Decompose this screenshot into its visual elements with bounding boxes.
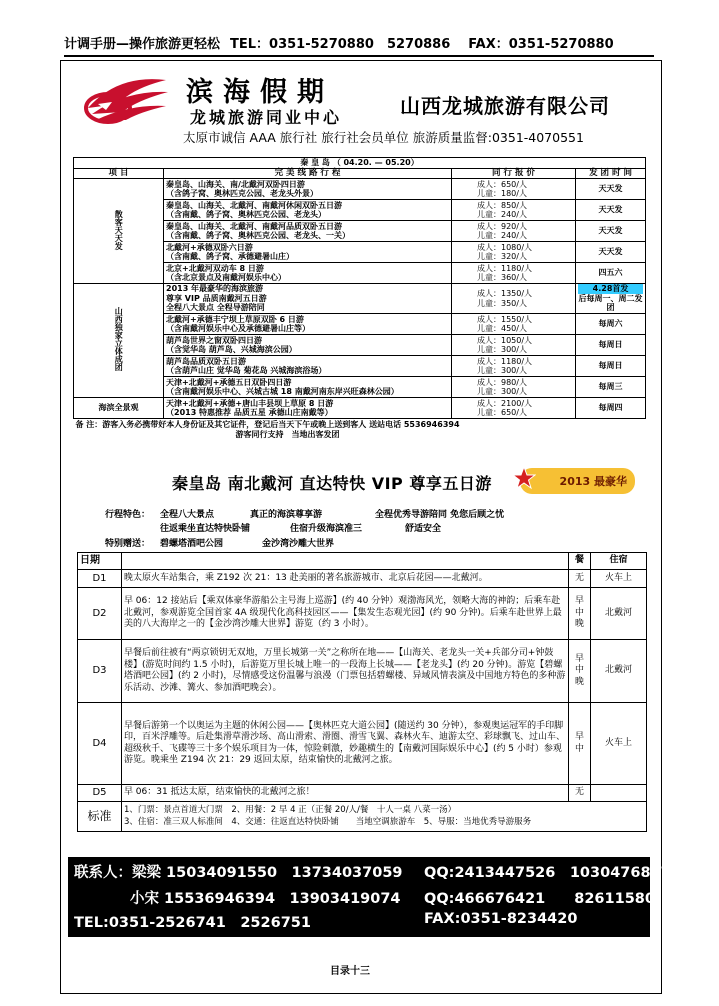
gift-item: 金沙湾沙雕大世界 [262,539,335,549]
contact-tel: TEL:0351-2526741 2526751 [74,915,311,931]
contact-qq: QQ:2413447526 1030476897 [424,865,671,881]
day-meal: 无 [569,785,591,802]
price-cell: 成人：920/人 儿童：240/人 [452,221,576,242]
day-label: D3 [78,640,122,703]
route-cell: 2013 年最豪华的海滨旅游 尊享 VIP 品质南戴河五日游 全程八大景点 全程导游陪同 [164,284,452,314]
price-cell: 成人：650/人 儿童：180/人 [452,179,576,200]
gift-item: 碧螺塔酒吧公园 [160,539,224,549]
price-note: 备 注：游客入务必携带好本人身份证及其它证件，登记后当天下午或晚上送到客人 送站电话 5536946394 游客同行支持 当地出客发团 [75,420,460,439]
day-stay: 火车上 [591,703,647,785]
price-cell: 成人：1080/人 儿童：320/人 [452,242,576,263]
standard-details: 1、门票：景点首道大门票 2、用餐：2 早 4 正（正餐 20/人/餐 十人一桌 八菜一汤） 3、住宿：准三双人标准间 4、交通：往返直达特快卧铺 当地空调旅游车 5、导服：当地优秀导游服务 [121,802,646,832]
feature-item: 全程优秀导游陪同 免您后顾之忧 [375,510,505,520]
brand-subtitle: 龙城旅游同业中心 [190,108,343,127]
route-cell: 北京+北戴河双动车 8 日游 （含北京景点及南戴河娱乐中心） [164,263,452,284]
date-cell: 天天发 [576,242,646,263]
date-cell: 4.28首发 后每周一、周二发团 [576,284,646,314]
contact-block [68,857,671,937]
feature-label: 行程特色： [105,510,151,520]
route-cell: 秦皇岛、山海关、北戴河、南戴河休闲双卧五日游 （含南戴、鸽子窝、奥林匹克公园、老龙头） [164,200,452,221]
contact-fax: FAX:0351-8234420 [424,911,578,927]
day-label: D2 [78,588,122,640]
day-meal: 早中晚 [569,588,591,640]
contact-qq: QQ:466676421 82611580 [424,891,655,907]
contact-line: 联系人：梁梁 15034091550 13734037059 [74,865,403,881]
route-cell: 秦皇岛、山海关、北戴河、南戴河品质双卧五日游 （含南戴、鸽子窝、奥林匹克公园、老龙头、一关） [164,221,452,242]
company-name: 山西龙城旅游有限公司 [400,94,610,118]
day-stay: 北戴河 [591,640,647,703]
contact-line: 小宋 15536946394 13903419074 [130,891,401,907]
feature-item: 全程八大景点 [160,510,215,520]
price-cell: 成人：1350/人 儿童：350/人 [452,284,576,314]
itin-header-stay: 住宿 [591,553,647,570]
col-header: 项 目 [74,168,164,179]
itin-header-meal: 餐 [569,553,591,570]
certification-line: 太原市诚信 AAA 旅行社 旅行社会员单位 旅游质量监督:0351-4070551 [183,130,584,145]
page-footer: 目录十三 [330,966,370,977]
date-cell: 四五六 [576,263,646,284]
feature-item: 真正的海滨尊享游 [250,510,323,520]
itin-header-blank [121,553,568,570]
date-cell: 天天发 [576,221,646,242]
day-meal: 无 [569,570,591,588]
day-stay: 火车上 [591,570,647,588]
price-table-caption: 秦 皇 岛 （ 04.20. — 05.20） [74,158,646,169]
route-cell: 天津+北戴河+承德五日双卧四日游 （含南戴河娱乐中心、兴城古城 18 南戴河南东岸兴旺森林公园） [164,377,452,398]
tour-banner-title: 秦皇岛 南北戴河 直达特快 VIP 尊享五日游 [172,474,492,493]
itin-header-date: 日期 [78,553,122,570]
category-cell: 散客天天发 [74,179,164,284]
price-cell: 成人：850/人 儿童：240/人 [452,200,576,221]
date-cell: 天天发 [576,200,646,221]
route-cell: 秦皇岛、山海关、南/北戴河双卧四日游 （含鸽子窝、奥林匹克公园、老龙头外景） [164,179,452,200]
col-header: 完 美 线 路 行 程 [164,168,452,179]
standard-label: 标准 [78,802,122,832]
feature-item: 住宿升级海滨准三 [290,524,363,534]
day-description: 早 06：31 抵达太原，结束愉快的北戴河之旅！ [121,785,568,802]
feature-item: 舒适安全 [405,524,442,534]
price-cell: 成人：980/人 儿童：300/人 [452,377,576,398]
star-icon [512,466,536,490]
first-departure-highlight: 4.28首发 [578,284,643,294]
price-table [73,157,646,439]
date-cell: 每周日 [576,356,646,377]
day-stay [591,785,647,802]
date-cell: 每周四 [576,398,646,419]
col-header: 发 团 时 间 [576,168,646,179]
day-meal: 早中 [569,703,591,785]
day-description: 早餐后游第一个以奥运为主题的休闲公园——【奥林匹克大道公园】(随送约 30 分钟），参观奥运冠军的手印脚印，百米浮雕等。后赴集滑草滑沙场、高山滑索、滑圈、滑雪飞翼、森林火车、迪游太空、彩球飘飞、过山车、超级秋千、飞碟等三十多个娱乐项目为一体，惊险刺激，妙趣横生的【南戴河国际娱乐中心】(约 5 小时）参观游览。晚乘坐 Z194 次 21：29 返回太原，结束愉快的北戴河之旅。 [121,703,568,785]
date-cell: 天天发 [576,179,646,200]
header-slogan: 计调手册—操作旅游更轻松 [64,37,221,52]
gift-label: 特别赠送： [105,539,151,549]
date-cell: 每周三 [576,377,646,398]
route-cell: 北戴河+承德丰宁坝上草原双卧 6 日游 （含南戴河娱乐中心及承德避暑山庄等） [164,314,452,335]
day-description: 晚太原火车站集合，乘 Z192 次 21：13 赴美丽的著名旅游城市、北京后花园——北戴河。 [121,570,568,588]
day-description: 早 06：12 接站后【乘双体豪华游船公主号海上巡游】(约 40 分钟）观渤海风光，领略大海的神韵；后乘车赴北戴河，参观游览全国首家 4A 级现代化高科技园区——【集发生态观光园】(约 90 分钟)。后乘车赴世界上最美的八大海岸之一的【金沙湾沙雕大世界】游览（约 3 小时）。 [121,588,568,640]
price-cell: 成人：2100/人 儿童：650/人 [452,398,576,419]
header-tel: TEL：0351-5270880 5270886 [230,37,451,52]
day-label: D1 [78,570,122,588]
banner-badge: 2013 最豪华 [520,468,635,494]
company-logo [78,74,170,134]
day-description: 早餐后前往被有“两京锁钥无双地，万里长城第一关”之称所在地——【山海关、老龙头一关+兵部分司+钟鼓楼】(游览时间约 1.5 小时)，后游览万里长城上唯一的一段海上长城——【老龙头】(约 20 分钟)。游览【碧螺塔酒吧公园】(约 2 小时)，尽情感受这份温馨与浪漫（门票包括碧螺楼、异域风情表演及中国地方特色的多种游乐活动、沙滩、篝火、参加酒吧晚会）。 [121,640,568,703]
top-header [64,32,654,57]
day-label: D4 [78,703,122,785]
feature-item: 往返乘坐直达特快卧铺 [160,524,251,534]
category-cell: 山西独家立体成团 [74,284,164,398]
brand-name: 滨海假期 [186,77,334,108]
category-cell: 海滨全景观 [74,398,164,419]
date-cell: 每周六 [576,314,646,335]
price-cell: 成人：1180/人 儿童：360/人 [452,263,576,284]
price-cell: 成人：1550/人 儿童：450/人 [452,314,576,335]
col-header: 同 行 报 价 [452,168,576,179]
route-cell: 葫芦岛世界之窗双卧四日游 （含觉华岛 葫芦岛、兴城海滨公园） [164,335,452,356]
day-label: D5 [78,785,122,802]
day-stay: 北戴河 [591,588,647,640]
price-cell: 成人：1180/人 儿童：300/人 [452,356,576,377]
itinerary-table [77,552,647,832]
route-cell: 北戴河+承德双卧六日游 （含南戴、鸽子窝、承德避暑山庄） [164,242,452,263]
route-cell: 葫芦岛品质双卧五日游 （含葫芦山庄 觉华岛 菊花岛 兴城海滨浴场） [164,356,452,377]
day-meal: 早中晚 [569,640,591,703]
date-cell: 每周日 [576,335,646,356]
price-cell: 成人：1050/人 儿童：300/人 [452,335,576,356]
route-cell: 天津+北戴河+承德+唐山丰县坝上草原 8 日游 （2013 特惠推荐 品质五星 承德山庄南戴等） [164,398,452,419]
header-fax: FAX：0351-5270880 [468,37,614,52]
